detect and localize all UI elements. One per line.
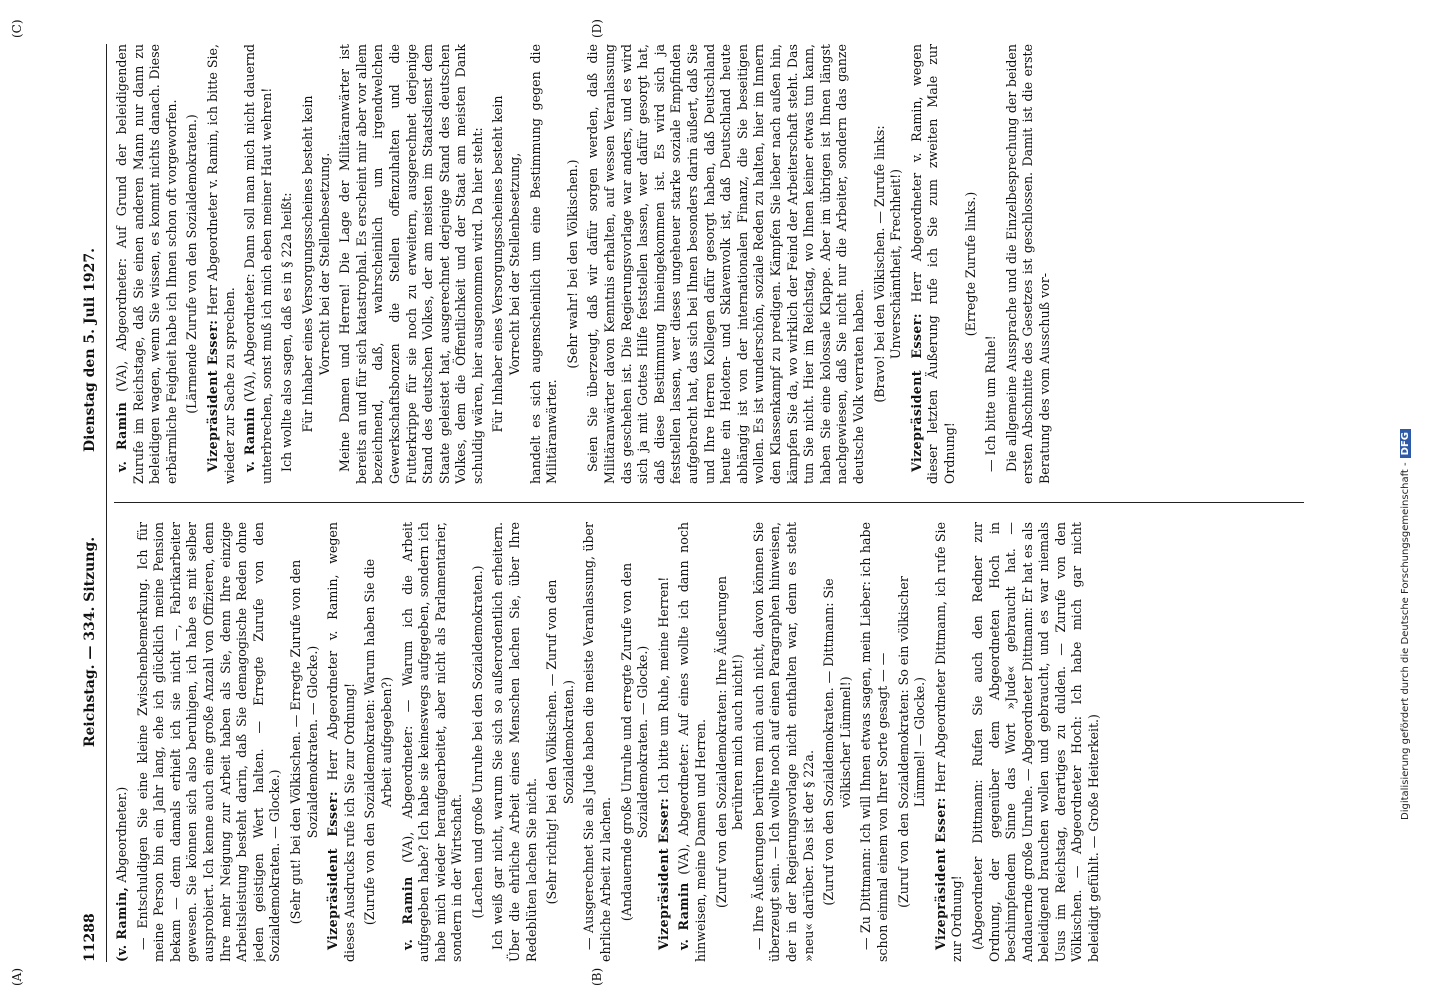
paragraph [565, 44, 582, 484]
paragraph [470, 522, 487, 962]
paragraph [528, 44, 561, 484]
paragraph-text: (VA), Abgeordneter: Auf eines wollte ich dann noch hinweisen, meine Damen und Herren. [676, 522, 708, 962]
paragraph-text: — Ausgerechnet Sie als Jude haben die meiste Veranlassung, über ehrliche Arbeit zu lachen. [581, 522, 614, 962]
paragraph [490, 44, 523, 484]
paragraph [983, 44, 1000, 484]
paragraph-text: (Lachen und große Unruhe bei den Sozialdemokraten.) [469, 565, 485, 919]
speaker-name: v. Ramin [114, 401, 129, 472]
paragraph [619, 522, 652, 962]
paragraph [544, 522, 577, 962]
paragraph-text: (Abgeordneter Dittmann: Rufen Sie auch den Redner zur Ordnung, der gegenüber dem Abgeordneten Hoch in beschimpfendem Sinne das Wort »Jude« gebraucht hat. — Andauernde große Unruhe. — Abgeordneter Dittmann: Er hat es als beleidigend brauchen wollen und gebraucht, und es war niemals Usus im Reichstag, derartiges zu dulden. — Zurufe von den Völkischen. — Abgeordneter Hoch: Ich habe mich gar nicht beleidigt gefühlt. — Große Heiterkeit.) [969, 522, 1102, 962]
paragraph-text: (Zurufe von den Sozialdemokraten: Warum haben Sie die Arbeit aufgegeben?) [362, 558, 394, 926]
paragraph-text: — Zu Dittmann: Ich will Ihnen etwas sagen, mein Lieber: ich habe schon einmal einem von Ihrer Sorte gesagt — — [858, 522, 890, 962]
paragraph-text: Ich weiß gar nicht, warum Sie sich so außerordentlich erheitern. Über die ehrliche Arbeit eines Menschen lachen Sie, über Ihre Redeblüten lachen Sie nicht. [490, 522, 539, 962]
paragraph-text: (Erregte Zurufe links.) [962, 191, 978, 337]
paragraph [242, 44, 275, 484]
paragraph-text: Herr Abgeordneter v. Ramin, wegen dieses Ausdrucks rufe ich Sie zur Ordnung! [325, 522, 357, 962]
speaker-name: (v. Ramin, [114, 886, 129, 962]
digitization-note [1400, 0, 1411, 820]
column-divider [114, 502, 1304, 503]
paragraph-text: (Zuruf von den Sozialdemokraten: So ein völkischer Lümmel! — Glocke.) [895, 576, 928, 908]
paragraph [585, 44, 867, 484]
paragraph-text: Herr Abgeordneter v. Ramin, wegen dieser letzten Äußerung rufe ich Sie zum zweiten Male zur Ordnung! [908, 44, 957, 484]
paragraph-text: (Zuruf von den Sozialdemokraten: Ihre Äußerungen berühren mich auch nicht!) [713, 576, 746, 908]
page-number: 11288 [82, 913, 98, 962]
paragraph [400, 522, 466, 962]
speaker-name: v. Ramin [676, 882, 692, 950]
paragraph-text: (VA), Abgeordneter: — Warum ich die Arbeit aufgegeben habe? Ich habe sie keineswegs aufgegeben, sondern ich habe mich wieder heraufgearbeitet, aber nicht als Parlamentarier, sondern in der Wirtschaft. [399, 522, 465, 962]
paragraph [205, 44, 238, 484]
paragraph-text: Ich bitte um Ruhe, meine Herren! [655, 576, 671, 798]
speaker-name: Vizepräsident Esser: [325, 791, 341, 950]
paragraph-text: Herr Abgeordneter v. Ramin, ich bitte Sie, wieder zur Sache zu sprechen. [204, 44, 237, 484]
paragraph [963, 44, 980, 484]
left-column [114, 522, 1314, 962]
paragraph [1004, 44, 1054, 484]
paragraph [288, 522, 321, 962]
paragraph [135, 522, 284, 962]
paragraph-text: Für Inhaber eines Versorgungsscheines besteht kein Vorrecht bei der Stellenbesetzung. [299, 95, 332, 433]
paragraph [970, 522, 1103, 962]
session-date: Dienstag den 5. Juli 1927. [82, 247, 98, 452]
margin-marker-c: (C) [10, 19, 24, 38]
paragraph [362, 522, 395, 962]
speaker-name: Vizepräsident Esser: [908, 313, 924, 472]
paragraph-text: — Ihre Äußerungen berühren mich auch nicht, davon können Sie überzeugt sein. — Ich wollte noch auf einen Paragraphen hinweisen, der in der Regierungsvorlage nicht enthalten war, denn es steht »neu« darüber. Das ist der § 22a. [750, 522, 816, 962]
paragraph [114, 522, 131, 962]
paragraph-text: — Ich bitte um Ruhe! [983, 335, 999, 472]
paragraph [114, 44, 180, 484]
paragraph [858, 522, 891, 962]
paragraph [300, 44, 333, 484]
paragraph-text: (Sehr gut! bei den Völkischen. — Erregte Zurufe von den Sozialdemokraten. — Glocke.) [287, 559, 320, 925]
speaker-name: v. Ramin [399, 876, 415, 950]
paragraph-text: — Entschuldigen Sie eine kleine Zwischenbemerkung. Ich für meine Person bin ein Jahr lang, ehe ich glücklich meine Pension bekam — denn damals erhielt ich sie nicht —, Fabrikarbeiter gewesen. Sie können sich also beruhigen, ich habe es mit selber ausprobiert. Ich kenne auch eine große Anzahl von Offizieren, denn Ihre mehr Neigung zur Arbeit haben als Sie, denn Ihre einzige Arbeitsleistung besteht darin, daß Sie demagogische Reden ohne jeden geistigen Wert halten. — Erregte Zurufe von den Sozialdemokraten. — Glocke.) [134, 522, 283, 962]
page-content [76, 44, 1324, 962]
paragraph-text: (Sehr wahr! bei den Völkischen.) [564, 159, 580, 369]
paragraph [656, 522, 673, 962]
paragraph [279, 44, 296, 484]
paragraph-text: handelt es sich augenscheinlich um eine Bestimmung gegen die Militäranwärter. [527, 44, 560, 484]
paragraph [896, 522, 929, 962]
paragraph-text: (VA), Abgeordneter: Dann soll man mich nicht dauernd unterbrechen, sonst muß ich mich eben meiner Haut wehren! [242, 44, 274, 484]
paragraph [933, 522, 966, 962]
paragraph-text: Herr Abgeordneter Dittmann, ich rufe Sie zur Ordnung! [932, 522, 965, 962]
paragraph-text: (Sehr richtig! bei den Völkischen. — Zuruf von den Sozialdemokraten.) [544, 579, 576, 905]
paragraph [581, 522, 614, 962]
paragraph [751, 522, 817, 962]
right-column [114, 44, 1314, 484]
paragraph [909, 44, 959, 484]
dfg-logo: DFG [1400, 429, 1411, 458]
paragraph-text: (VA), Abgeordneter: Auf Grund der beleidigenden Zurufe im Reichstage, daß Sie einen anderen Mann nur dann zu beleidigen wagen, wenn Sie wissen, es kommt nichts danach. Diese erbärmliche Feigheit habe ich Ihnen schon oft vorgeworfen. [114, 44, 179, 484]
speaker-name: v. Ramin [242, 406, 258, 472]
speaker-name: Vizepräsident Esser: [204, 319, 220, 472]
speaker-name: Vizepräsident Esser: [655, 797, 671, 950]
margin-marker-a: (A) [10, 967, 24, 986]
margin-marker-d: (D) [590, 19, 604, 38]
paragraph-text: (Lärmende Zurufe von den Sozialdemokraten.) [184, 114, 200, 414]
paragraph [184, 44, 201, 484]
paragraph [337, 44, 486, 484]
running-header [76, 44, 107, 962]
paragraph-text: (Andauernde große Unruhe und erregte Zurufe von den Sozialdemokraten. — Glocke.) [618, 562, 651, 922]
paragraph [676, 522, 709, 962]
digitization-text: Digitalisierung gefördert durch die Deutsche Forschungsgemeinschaft - [1400, 462, 1411, 820]
paragraph-text: Abgeordneter.) [114, 786, 129, 887]
paragraph-text: (Bravo! bei den Völkischen. — Zurufe links: Unverschämtheit, Frechheit!) [871, 125, 904, 403]
paragraph [325, 522, 358, 962]
paragraph-text: (Zuruf von den Sozialdemokraten. — Dittmann: Sie völkischer Lümmel!) [821, 578, 853, 906]
paragraph [872, 44, 905, 484]
margin-marker-b: (B) [590, 967, 604, 986]
paragraph [490, 522, 540, 962]
session-title: Reichstag. — 334. Sitzung. [82, 536, 98, 748]
paragraph-text: Meine Damen und Herren! Die Lage der Militäranwärter ist bereits an und für sich katastrophal. Es erscheint mir aber vor allem bezeichnend, daß, wahrscheinlich um irgendwelchen Gewerkschaftsbonzen die Stellen offenzuhalten und die Futterkrippe für sie noch zu erweitern, ausgerechnet derjenige Stand des deutschen Volkes, der am meisten im Staatsdienst dem Staate geleistet hat, ausgerechnet derjenige Stand des deutschen Volkes, dem die Öffentlichkeit und der Staat am meisten Dank schuldig wären, hier ausgenommen wird. Da hier steht: [337, 44, 485, 484]
paragraph [821, 522, 854, 962]
paragraph-text: Ich wollte also sagen, daß es in § 22a heißt: [279, 192, 295, 472]
paragraph [714, 522, 747, 962]
speaker-name: Vizepräsident Esser: [932, 797, 948, 950]
paragraph-text: Seien Sie überzeugt, daß wir dafür sorgen werden, daß die Militäranwärter davon Kenntnis erhalten, auf wessen Veranlassung das geschehen ist. Die Regierungsvorlage war anders, und es wird sich ja mit Gottes Hilfe feststellen lassen, wer dafür gesorgt hat, daß diese Bestimmung hineingekommen ist. Es wird sich ja feststellen lassen, wer dieses ungeheuer starke soziale Empfinden aufgebracht hat, das sich bei Ihnen besonders darin äußert, daß Sie und Ihre Herren Kollegen dafür gesorgt haben, daß Deutschland heute ein Heloten- und Sklavenvolk ist, daß Deutschland heute abhängig ist von der internationalen Finanz, die Sie beseitigen wollen. Es ist wunderschön, soziale Reden zu halten, hier im Innern den Klassenkampf zu predigen. Kämpfen Sie lieber nach außen hin, kämpfen Sie da, wo wirklich der Feind der Arbeiterschaft steht. Das tun Sie nicht. Hier im Reichstag, wo Ihnen keiner etwas tun kann, haben Sie eine kolossale Klappe. Aber im übrigen ist Ihnen längst nachgewiesen, daß Sie nicht nur die Arbeiter, sondern das ganze deutsche Volk verraten haben. [585, 44, 866, 484]
paragraph-text: Die allgemeine Aussprache und die Einzelbesprechung der beiden ersten Abschnitte des Gesetzes ist geschlossen. Damit ist die erste Beratung des vom Ausschuß vor- [1003, 44, 1052, 484]
paragraph-text: Für Inhaber eines Versorgungsscheines besteht kein Vorrecht bei der Stellenbesetzung, [490, 95, 523, 433]
